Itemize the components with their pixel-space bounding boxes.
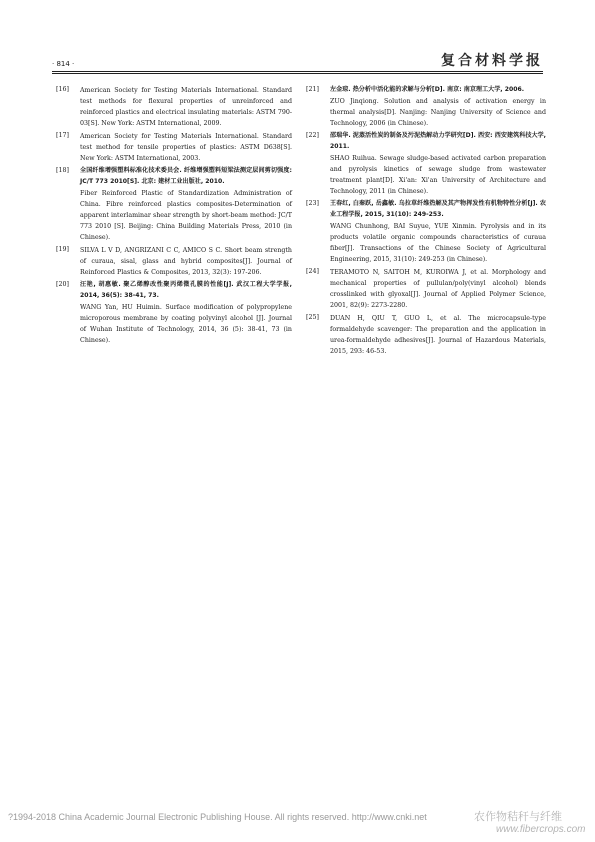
reference-body (80, 244, 292, 278)
reference-english-text: American Society for Testing Materials International. Standard test methods for flexural properties of unreinforced and reinforced plastics and electrical insulating materials: ASTM 790-03[S]. New York: ASTM International, 2009. (80, 87, 292, 127)
reference-english-text: SHAO Ruihua. Sewage sludge-based activated carbon preparation and pyrolysis kinetics of sewage sludge from wastewater treatment plant[D]. Xi'an: Xi'an University of Architecture and Technology, 2011 (in Chinese). (330, 155, 546, 195)
reference-number: [22] (306, 132, 319, 139)
header-rule-thin (52, 73, 543, 74)
references-right-column (306, 84, 546, 358)
reference-english-text: DUAN H, QIU T, GUO L, et al. The microcapsule-type formaldehyde scavenger: The preparation and the application in urea-formaldehyde adhesives[J]. Journal of Hazardous Materials, 2015, 293: 46-53. (330, 315, 546, 355)
reference-number: [19] (56, 246, 69, 253)
copyright-text: ?1994-2018 China Academic Journal Electronic Publishing House. All rights reserved. http://www.cnki.net (8, 812, 427, 822)
reference-body (330, 130, 546, 197)
watermark-cn: 农作物秸秆与纤维 (474, 810, 562, 823)
reference-item (306, 266, 546, 311)
reference-english-text: SILVA L V D, ANGRIZANI C C, AMICO S C. Short beam strength of curaua, sisal, glass and hybrid composites[J]. Journal of Reinforced Plastics & Composites, 2013, 32(3): 197-206. (80, 247, 292, 276)
reference-body (330, 266, 546, 311)
page-number: · 814 · (52, 60, 75, 68)
reference-english-text: WANG Yan, HU Huimin. Surface modification of polypropylene microporous membrane by coating polyvinyl alcohol [J]. Journal of Wuhan Institute of Technology, 2014, 36 (5): 38-41, 73 (in Chinese). (80, 304, 292, 344)
reference-number: [25] (306, 314, 319, 321)
reference-number: [16] (56, 86, 69, 93)
reference-item (56, 279, 292, 346)
reference-chinese-text: 汪艳, 胡惠敏. 聚乙烯醇改性聚丙烯微孔膜的性能[J]. 武汉工程大学学报, 2014, 36(5): 38-41, 73. (80, 281, 292, 299)
reference-number: [17] (56, 132, 69, 139)
reference-english-text: WANG Chunhong, BAI Suyue, YUE Xinmin. Pyrolysis and in its products volatile organic compounds characteristics of curaua fiber[J]. Transactions of the Chinese Society of Agricultural Engineering, 2015, 31(10): 249-253 (in Chinese). (330, 223, 546, 263)
watermark-url: www.fibercrops.com (496, 824, 586, 835)
reference-chinese-text: 王春红, 白秦跃, 岳鑫敏. 乌拉草纤维热解及其产物挥发性有机物特性分析[J]. 农业工程学报, 2015, 31(10): 249-253. (330, 200, 546, 218)
reference-number: [20] (56, 281, 69, 288)
header-rule (52, 71, 543, 72)
reference-body (330, 84, 546, 129)
reference-number: [18] (56, 167, 69, 174)
reference-body (330, 198, 546, 265)
reference-item (56, 165, 292, 243)
reference-body (80, 130, 292, 164)
reference-chinese-text: 全国纤维增强塑料标准化技术委员会. 纤维增强塑料短梁法测定层间剪切强度: JC/T 773 2010[S]. 北京: 建材工业出版社, 2010. (80, 167, 292, 185)
reference-english-text: ZUO Jinqiong. Solution and analysis of activation energy in thermal analysis[D]. Nanjing: Nanjing University of Science and Technology, 2006 (in Chinese). (330, 98, 546, 127)
reference-english-text: TERAMOTO N, SAITOH M, KUROIWA J, et al. Morphology and mechanical properties of pullulan/poly(vinyl alcohol) blends crosslinked with glyoxal[J]. Journal of Applied Polymer Science, 2001, 82(9): 2273-2280. (330, 269, 546, 309)
reference-english-text: American Society for Testing Materials International. Standard test method for tensile properties of plastics: ASTM D638[S]. New York: ASTM International, 2003. (80, 133, 292, 162)
reference-chinese-text: 左金琼. 热分析中活化能的求解与分析[D]. 南京: 南京理工大学, 2006. (330, 86, 525, 93)
reference-item (306, 84, 546, 129)
reference-body (80, 165, 292, 243)
reference-number: [24] (306, 268, 319, 275)
reference-chinese-text: 邵瑞华. 泥蒸活性炭的制备及污泥热解动力学研究[D]. 西安: 西安建筑科技大学, 2011. (330, 132, 546, 150)
reference-number: [23] (306, 200, 319, 207)
reference-english-text: Fiber Reinforced Plastic of Standardization Administration of China. Fibre reinforced plastics composites-Determination of apparent interlaminar shear strength by short-beam method: JC/T 773 2010 [S]. Beijing: China Building Materials Press, 2010 (in Chinese). (80, 190, 292, 241)
reference-item (56, 84, 292, 129)
reference-body (80, 84, 292, 129)
reference-body (80, 279, 292, 346)
page-header (52, 50, 543, 70)
reference-number: [21] (306, 86, 319, 93)
reference-item (306, 312, 546, 357)
reference-item (306, 198, 546, 265)
references-left-column (56, 84, 292, 347)
journal-name: 复合材料学报 (441, 53, 543, 69)
reference-item (56, 130, 292, 164)
reference-body (330, 312, 546, 357)
reference-item (56, 244, 292, 278)
reference-item (306, 130, 546, 197)
